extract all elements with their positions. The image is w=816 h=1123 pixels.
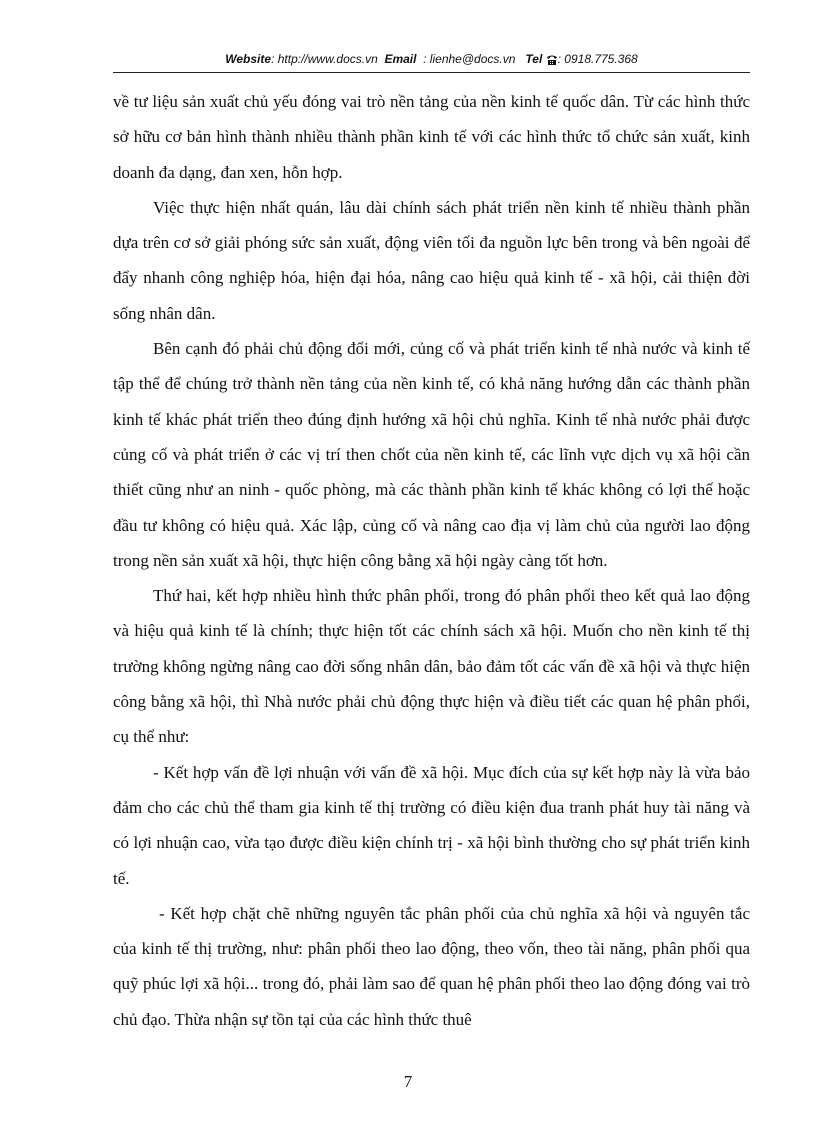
paragraph-2: Việc thực hiện nhất quán, lâu dài chính sách phát triển nền kinh tế nhiều thành phần dựa trên cơ sở giải phóng sức sản xuất, động viên tối đa nguồn lực bên trong và bên ngoài để đẩy nhanh công nghiệp hóa, hiện đại hóa, nâng cao hiệu quả kinh tế - xã hội, cải thiện đời sống nhân dân. xyxy=(113,197,750,323)
paragraph-1: về tư liệu sản xuất chủ yếu đóng vai trò nền tảng của nền kinh tế quốc dân. Từ các hình thức sở hữu cơ bản hình thành nhiều thành phần kinh tế với các hình thức tổ chức sản xuất, kinh doanh đa dạng, đan xen, hỗn hợp. xyxy=(113,92,750,182)
document-body xyxy=(113,84,750,1037)
email-value: : lienhe@docs.vn xyxy=(423,52,516,66)
header-divider xyxy=(113,72,750,73)
tel-value: : 0918.775.368 xyxy=(557,52,638,66)
paragraph-5: - Kết hợp vấn đề lợi nhuận với vấn đề xã hội. Mục đích của sự kết hợp này là vừa bảo đảm cho các chủ thể tham gia kinh tế thị trường có điều kiện đua tranh phát huy tài năng và có lợi nhuận cao, vừa tạo được điều kiện chính trị - xã hội bình thường cho sự phát triển kinh tế. xyxy=(113,762,750,888)
email-label: Email xyxy=(384,52,417,66)
paragraph-4: Thứ hai, kết hợp nhiều hình thức phân phối, trong đó phân phối theo kết quả lao động và hiệu quả kinh tế là chính; thực hiện tốt các chính sách xã hội. Muốn cho nền kinh tế thị trường không ngừng nâng cao đời sống nhân dân, bảo đảm tốt các vấn đề xã hội và thực hiện công bằng xã hội, thì Nhà nước phải chủ động thực hiện và điều tiết các quan hệ phân phối, cụ thể như: xyxy=(113,586,750,747)
paragraph-3: Bên cạnh đó phải chủ động đổi mới, củng cố và phát triển kinh tế nhà nước và kinh tế tập thể để chúng trở thành nền tảng của nền kinh tế, có khả năng hướng dẫn các thành phần kinh tế khác phát triển theo đúng định hướng xã hội chủ nghĩa. Kinh tế nhà nước phải được củng cố và phát triển ở các vị trí then chốt của nền kinh tế, các lĩnh vực dịch vụ xã hội cần thiết cũng như an ninh - quốc phòng, mà các thành phần kinh tế khác không có lợi thế hoặc đầu tư không có hiệu quả. Xác lập, củng cố và nâng cao địa vị làm chủ của người lao động trong nền sản xuất xã hội, thực hiện công bằng xã hội ngày càng tốt hơn. xyxy=(113,339,750,570)
website-label: Website xyxy=(225,52,272,66)
phone-icon xyxy=(546,48,558,74)
tel-label: Tel xyxy=(525,52,543,66)
website-value: : http://www.docs.vn xyxy=(271,52,378,66)
page-number: 7 xyxy=(403,1072,413,1091)
paragraph-6: - Kết hợp chặt chẽ những nguyên tắc phân phối của chủ nghĩa xã hội và nguyên tắc của kinh tế thị trường, như: phân phối theo lao động, theo vốn, theo tài năng, phân phối qua quỹ phúc lợi xã hội... trong đó, phải làm sao để quan hệ phân phối theo lao động đóng vai trò chủ đạo. Thừa nhận sự tồn tại của các hình thức thuê xyxy=(113,903,750,1029)
page-header xyxy=(113,46,750,72)
